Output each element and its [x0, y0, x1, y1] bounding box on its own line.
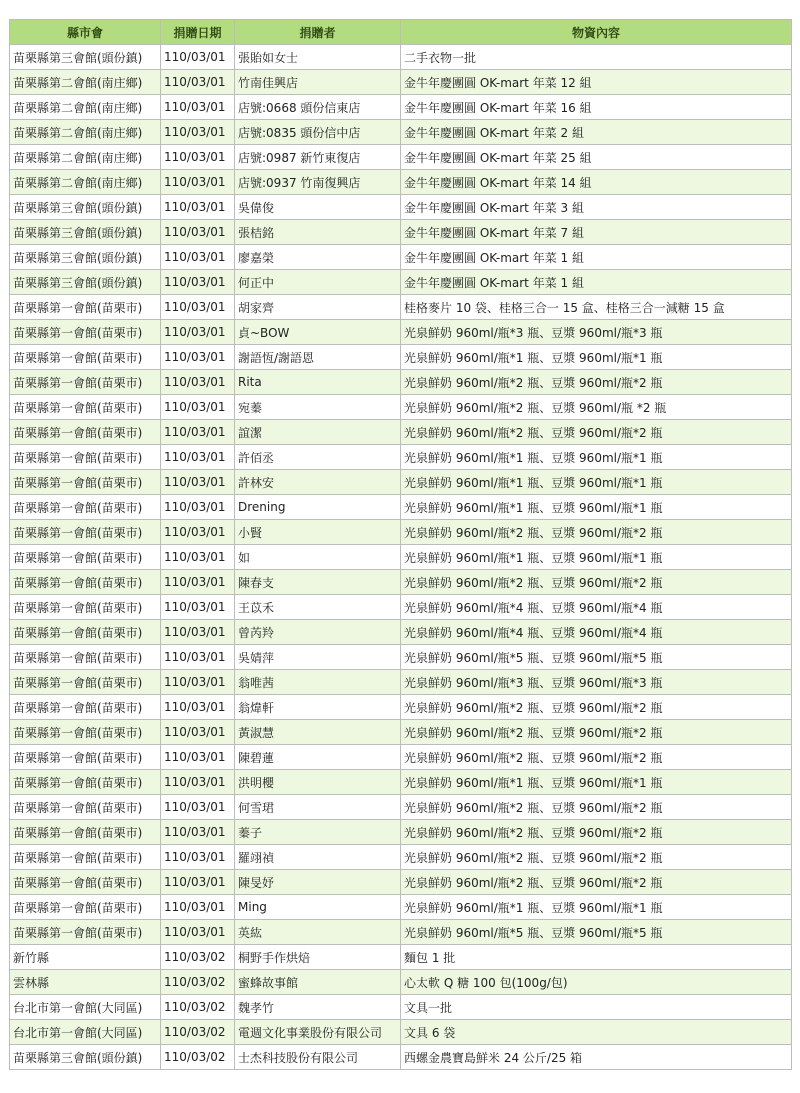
- cell-donor: 小賢: [235, 520, 401, 545]
- cell-donor: 張桔銘: [235, 220, 401, 245]
- cell-date: 110/03/01: [161, 570, 235, 595]
- table-row: [10, 945, 792, 970]
- cell-county: 苗栗縣第一會館(苗栗市): [10, 345, 161, 370]
- cell-date: 110/03/01: [161, 520, 235, 545]
- cell-items: 金牛年慶團圓 OK-mart 年菜 2 組: [401, 120, 792, 145]
- cell-date: 110/03/01: [161, 170, 235, 195]
- cell-donor: 洪明櫻: [235, 770, 401, 795]
- cell-items: 麵包 1 批: [401, 945, 792, 970]
- cell-donor: 蜜蜂故事館: [235, 970, 401, 995]
- cell-county: 苗栗縣第一會館(苗栗市): [10, 645, 161, 670]
- cell-items: 光泉鮮奶 960ml/瓶*2 瓶、豆漿 960ml/瓶*2 瓶: [401, 570, 792, 595]
- table-row: [10, 295, 792, 320]
- cell-date: 110/03/01: [161, 545, 235, 570]
- table-row: [10, 995, 792, 1020]
- cell-items: 二手衣物一批: [401, 45, 792, 70]
- cell-date: 110/03/01: [161, 270, 235, 295]
- cell-donor: 電週文化事業股份有限公司: [235, 1020, 401, 1045]
- cell-donor: 貞~BOW: [235, 320, 401, 345]
- table-row: [10, 45, 792, 70]
- cell-date: 110/03/02: [161, 970, 235, 995]
- cell-items: 光泉鮮奶 960ml/瓶*2 瓶、豆漿 960ml/瓶*2 瓶: [401, 745, 792, 770]
- cell-date: 110/03/01: [161, 795, 235, 820]
- cell-date: 110/03/01: [161, 695, 235, 720]
- cell-items: 光泉鮮奶 960ml/瓶*1 瓶、豆漿 960ml/瓶*1 瓶: [401, 895, 792, 920]
- cell-county: 苗栗縣第三會館(頭份鎮): [10, 220, 161, 245]
- header-donor: 捐贈者: [235, 20, 401, 45]
- cell-county: 苗栗縣第一會館(苗栗市): [10, 620, 161, 645]
- cell-items: 光泉鮮奶 960ml/瓶*3 瓶、豆漿 960ml/瓶*3 瓶: [401, 670, 792, 695]
- cell-donor: 何雪珺: [235, 795, 401, 820]
- table-row: [10, 645, 792, 670]
- table-row: [10, 170, 792, 195]
- cell-date: 110/03/01: [161, 245, 235, 270]
- cell-county: 苗栗縣第二會館(南庄鄉): [10, 145, 161, 170]
- cell-date: 110/03/01: [161, 445, 235, 470]
- cell-date: 110/03/01: [161, 645, 235, 670]
- table-row: [10, 395, 792, 420]
- cell-date: 110/03/01: [161, 145, 235, 170]
- cell-county: 台北市第一會館(大同區): [10, 1020, 161, 1045]
- cell-donor: 何正中: [235, 270, 401, 295]
- cell-county: 雲林縣: [10, 970, 161, 995]
- cell-donor: 店號:0937 竹南復興店: [235, 170, 401, 195]
- cell-date: 110/03/01: [161, 620, 235, 645]
- table-row: [10, 970, 792, 995]
- cell-donor: 如: [235, 545, 401, 570]
- cell-items: 金牛年慶團圓 OK-mart 年菜 1 組: [401, 245, 792, 270]
- donation-table-container: [9, 19, 792, 1070]
- cell-donor: 許林安: [235, 470, 401, 495]
- cell-county: 苗栗縣第一會館(苗栗市): [10, 870, 161, 895]
- header-county: 縣市會: [10, 20, 161, 45]
- cell-date: 110/03/01: [161, 595, 235, 620]
- cell-date: 110/03/01: [161, 770, 235, 795]
- cell-county: 苗栗縣第三會館(頭份鎮): [10, 45, 161, 70]
- cell-date: 110/03/01: [161, 295, 235, 320]
- table-row: [10, 745, 792, 770]
- cell-donor: 士杰科技股份有限公司: [235, 1045, 401, 1070]
- cell-donor: 誼潔: [235, 420, 401, 445]
- cell-items: 金牛年慶團圓 OK-mart 年菜 1 組: [401, 270, 792, 295]
- cell-county: 苗栗縣第一會館(苗栗市): [10, 370, 161, 395]
- cell-items: 光泉鮮奶 960ml/瓶*5 瓶、豆漿 960ml/瓶*5 瓶: [401, 920, 792, 945]
- cell-date: 110/03/01: [161, 320, 235, 345]
- cell-date: 110/03/01: [161, 395, 235, 420]
- cell-items: 心太軟 Q 糖 100 包(100g/包): [401, 970, 792, 995]
- cell-date: 110/03/01: [161, 720, 235, 745]
- table-row: [10, 70, 792, 95]
- cell-items: 光泉鮮奶 960ml/瓶*2 瓶、豆漿 960ml/瓶*2 瓶: [401, 520, 792, 545]
- cell-date: 110/03/02: [161, 1045, 235, 1070]
- donation-table: [9, 19, 792, 1070]
- cell-items: 光泉鮮奶 960ml/瓶*2 瓶、豆漿 960ml/瓶*2 瓶: [401, 370, 792, 395]
- cell-items: 光泉鮮奶 960ml/瓶*1 瓶、豆漿 960ml/瓶*1 瓶: [401, 495, 792, 520]
- cell-donor: 陳春支: [235, 570, 401, 595]
- table-row: [10, 270, 792, 295]
- cell-items: 光泉鮮奶 960ml/瓶*2 瓶、豆漿 960ml/瓶 *2 瓶: [401, 395, 792, 420]
- cell-items: 光泉鮮奶 960ml/瓶*1 瓶、豆漿 960ml/瓶*1 瓶: [401, 345, 792, 370]
- cell-items: 光泉鮮奶 960ml/瓶*3 瓶、豆漿 960ml/瓶*3 瓶: [401, 320, 792, 345]
- table-row: [10, 445, 792, 470]
- cell-county: 苗栗縣第一會館(苗栗市): [10, 695, 161, 720]
- table-row: [10, 870, 792, 895]
- cell-donor: Drening: [235, 495, 401, 520]
- table-header-row: [10, 20, 792, 45]
- cell-items: 光泉鮮奶 960ml/瓶*2 瓶、豆漿 960ml/瓶*2 瓶: [401, 820, 792, 845]
- cell-donor: 曾芮羚: [235, 620, 401, 645]
- cell-donor: 廖嘉榮: [235, 245, 401, 270]
- cell-donor: Ming: [235, 895, 401, 920]
- table-row: [10, 795, 792, 820]
- cell-county: 苗栗縣第二會館(南庄鄉): [10, 70, 161, 95]
- cell-donor: 翁唯茜: [235, 670, 401, 695]
- cell-items: 金牛年慶團圓 OK-mart 年菜 16 組: [401, 95, 792, 120]
- cell-date: 110/03/01: [161, 195, 235, 220]
- table-row: [10, 195, 792, 220]
- cell-donor: 店號:0835 頭份信中店: [235, 120, 401, 145]
- table-row: [10, 520, 792, 545]
- table-row: [10, 95, 792, 120]
- cell-county: 苗栗縣第一會館(苗栗市): [10, 445, 161, 470]
- cell-county: 苗栗縣第二會館(南庄鄉): [10, 120, 161, 145]
- cell-items: 西螺金農寶島鮮米 24 公斤/25 箱: [401, 1045, 792, 1070]
- cell-county: 台北市第一會館(大同區): [10, 995, 161, 1020]
- cell-donor: 英紘: [235, 920, 401, 945]
- cell-county: 苗栗縣第一會館(苗栗市): [10, 820, 161, 845]
- cell-county: 苗栗縣第一會館(苗栗市): [10, 845, 161, 870]
- cell-donor: 竹南佳興店: [235, 70, 401, 95]
- cell-donor: 魏孝竹: [235, 995, 401, 1020]
- cell-county: 苗栗縣第一會館(苗栗市): [10, 770, 161, 795]
- cell-county: 苗栗縣第一會館(苗栗市): [10, 920, 161, 945]
- cell-items: 光泉鮮奶 960ml/瓶*1 瓶、豆漿 960ml/瓶*1 瓶: [401, 770, 792, 795]
- cell-items: 光泉鮮奶 960ml/瓶*4 瓶、豆漿 960ml/瓶*4 瓶: [401, 595, 792, 620]
- cell-county: 苗栗縣第一會館(苗栗市): [10, 745, 161, 770]
- cell-items: 文具一批: [401, 995, 792, 1020]
- table-row: [10, 920, 792, 945]
- table-row: [10, 895, 792, 920]
- table-row: [10, 145, 792, 170]
- cell-county: 苗栗縣第三會館(頭份鎮): [10, 195, 161, 220]
- cell-items: 金牛年慶團圓 OK-mart 年菜 12 組: [401, 70, 792, 95]
- cell-date: 110/03/01: [161, 870, 235, 895]
- cell-county: 苗栗縣第一會館(苗栗市): [10, 895, 161, 920]
- cell-items: 光泉鮮奶 960ml/瓶*1 瓶、豆漿 960ml/瓶*1 瓶: [401, 545, 792, 570]
- cell-donor: Rita: [235, 370, 401, 395]
- cell-donor: 吳婧萍: [235, 645, 401, 670]
- table-row: [10, 695, 792, 720]
- cell-donor: 店號:0987 新竹東復店: [235, 145, 401, 170]
- cell-items: 光泉鮮奶 960ml/瓶*1 瓶、豆漿 960ml/瓶*1 瓶: [401, 470, 792, 495]
- header-items: 物資內容: [401, 20, 792, 45]
- cell-items: 金牛年慶團圓 OK-mart 年菜 25 組: [401, 145, 792, 170]
- cell-county: 苗栗縣第一會館(苗栗市): [10, 495, 161, 520]
- cell-donor: 翁煒軒: [235, 695, 401, 720]
- cell-county: 苗栗縣第一會館(苗栗市): [10, 570, 161, 595]
- cell-date: 110/03/01: [161, 920, 235, 945]
- cell-county: 苗栗縣第一會館(苗栗市): [10, 295, 161, 320]
- cell-donor: 王苡禾: [235, 595, 401, 620]
- cell-date: 110/03/01: [161, 370, 235, 395]
- cell-date: 110/03/01: [161, 345, 235, 370]
- cell-date: 110/03/02: [161, 945, 235, 970]
- cell-date: 110/03/01: [161, 70, 235, 95]
- cell-items: 光泉鮮奶 960ml/瓶*2 瓶、豆漿 960ml/瓶*2 瓶: [401, 795, 792, 820]
- cell-donor: 羅翊禎: [235, 845, 401, 870]
- cell-date: 110/03/01: [161, 845, 235, 870]
- table-row: [10, 845, 792, 870]
- cell-county: 苗栗縣第一會館(苗栗市): [10, 595, 161, 620]
- table-row: [10, 1045, 792, 1070]
- cell-date: 110/03/02: [161, 1020, 235, 1045]
- cell-date: 110/03/01: [161, 895, 235, 920]
- cell-county: 苗栗縣第二會館(南庄鄉): [10, 95, 161, 120]
- cell-county: 苗栗縣第三會館(頭份鎮): [10, 245, 161, 270]
- cell-county: 苗栗縣第一會館(苗栗市): [10, 470, 161, 495]
- table-row: [10, 345, 792, 370]
- cell-county: 新竹縣: [10, 945, 161, 970]
- cell-donor: 許佰丞: [235, 445, 401, 470]
- table-row: [10, 245, 792, 270]
- cell-items: 桂格麥片 10 袋、桂格三合一 15 盒、桂格三合一減糖 15 盒: [401, 295, 792, 320]
- table-row: [10, 420, 792, 445]
- cell-date: 110/03/01: [161, 495, 235, 520]
- cell-county: 苗栗縣第一會館(苗栗市): [10, 320, 161, 345]
- cell-date: 110/03/01: [161, 120, 235, 145]
- cell-county: 苗栗縣第三會館(頭份鎮): [10, 270, 161, 295]
- cell-donor: 桐野手作烘焙: [235, 945, 401, 970]
- table-row: [10, 820, 792, 845]
- table-row: [10, 120, 792, 145]
- cell-donor: 陳碧蓮: [235, 745, 401, 770]
- cell-items: 光泉鮮奶 960ml/瓶*2 瓶、豆漿 960ml/瓶*2 瓶: [401, 870, 792, 895]
- cell-date: 110/03/01: [161, 220, 235, 245]
- cell-county: 苗栗縣第一會館(苗栗市): [10, 670, 161, 695]
- cell-donor: 黃淑慧: [235, 720, 401, 745]
- cell-donor: 店號:0668 頭份信東店: [235, 95, 401, 120]
- table-row: [10, 470, 792, 495]
- cell-items: 光泉鮮奶 960ml/瓶*2 瓶、豆漿 960ml/瓶*2 瓶: [401, 695, 792, 720]
- cell-county: 苗栗縣第一會館(苗栗市): [10, 545, 161, 570]
- table-row: [10, 370, 792, 395]
- table-body: [10, 45, 792, 1070]
- cell-county: 苗栗縣第一會館(苗栗市): [10, 520, 161, 545]
- cell-donor: 吳偉俊: [235, 195, 401, 220]
- cell-items: 光泉鮮奶 960ml/瓶*1 瓶、豆漿 960ml/瓶*1 瓶: [401, 445, 792, 470]
- cell-donor: 蓁子: [235, 820, 401, 845]
- cell-items: 金牛年慶團圓 OK-mart 年菜 3 組: [401, 195, 792, 220]
- cell-date: 110/03/01: [161, 470, 235, 495]
- table-row: [10, 670, 792, 695]
- cell-items: 光泉鮮奶 960ml/瓶*2 瓶、豆漿 960ml/瓶*2 瓶: [401, 420, 792, 445]
- cell-items: 光泉鮮奶 960ml/瓶*2 瓶、豆漿 960ml/瓶*2 瓶: [401, 720, 792, 745]
- cell-items: 光泉鮮奶 960ml/瓶*4 瓶、豆漿 960ml/瓶*4 瓶: [401, 620, 792, 645]
- table-row: [10, 595, 792, 620]
- cell-donor: 謝語恆/謝語恩: [235, 345, 401, 370]
- table-row: [10, 545, 792, 570]
- cell-items: 光泉鮮奶 960ml/瓶*5 瓶、豆漿 960ml/瓶*5 瓶: [401, 645, 792, 670]
- header-date: 捐贈日期: [161, 20, 235, 45]
- cell-items: 光泉鮮奶 960ml/瓶*2 瓶、豆漿 960ml/瓶*2 瓶: [401, 845, 792, 870]
- table-row: [10, 220, 792, 245]
- cell-items: 金牛年慶團圓 OK-mart 年菜 14 組: [401, 170, 792, 195]
- table-row: [10, 620, 792, 645]
- cell-donor: 張貽如女士: [235, 45, 401, 70]
- cell-items: 文具 6 袋: [401, 1020, 792, 1045]
- cell-items: 金牛年慶團圓 OK-mart 年菜 7 組: [401, 220, 792, 245]
- cell-date: 110/03/01: [161, 670, 235, 695]
- cell-county: 苗栗縣第一會館(苗栗市): [10, 795, 161, 820]
- cell-county: 苗栗縣第一會館(苗栗市): [10, 395, 161, 420]
- cell-county: 苗栗縣第一會館(苗栗市): [10, 420, 161, 445]
- table-row: [10, 570, 792, 595]
- table-row: [10, 320, 792, 345]
- table-row: [10, 1020, 792, 1045]
- table-row: [10, 495, 792, 520]
- cell-date: 110/03/01: [161, 420, 235, 445]
- cell-county: 苗栗縣第三會館(頭份鎮): [10, 1045, 161, 1070]
- cell-donor: 宛蓁: [235, 395, 401, 420]
- cell-date: 110/03/01: [161, 45, 235, 70]
- table-row: [10, 770, 792, 795]
- cell-county: 苗栗縣第二會館(南庄鄉): [10, 170, 161, 195]
- cell-county: 苗栗縣第一會館(苗栗市): [10, 720, 161, 745]
- cell-date: 110/03/01: [161, 745, 235, 770]
- table-row: [10, 720, 792, 745]
- cell-donor: 陳旻妤: [235, 870, 401, 895]
- cell-donor: 胡家齊: [235, 295, 401, 320]
- cell-date: 110/03/01: [161, 95, 235, 120]
- cell-date: 110/03/02: [161, 995, 235, 1020]
- cell-date: 110/03/01: [161, 820, 235, 845]
